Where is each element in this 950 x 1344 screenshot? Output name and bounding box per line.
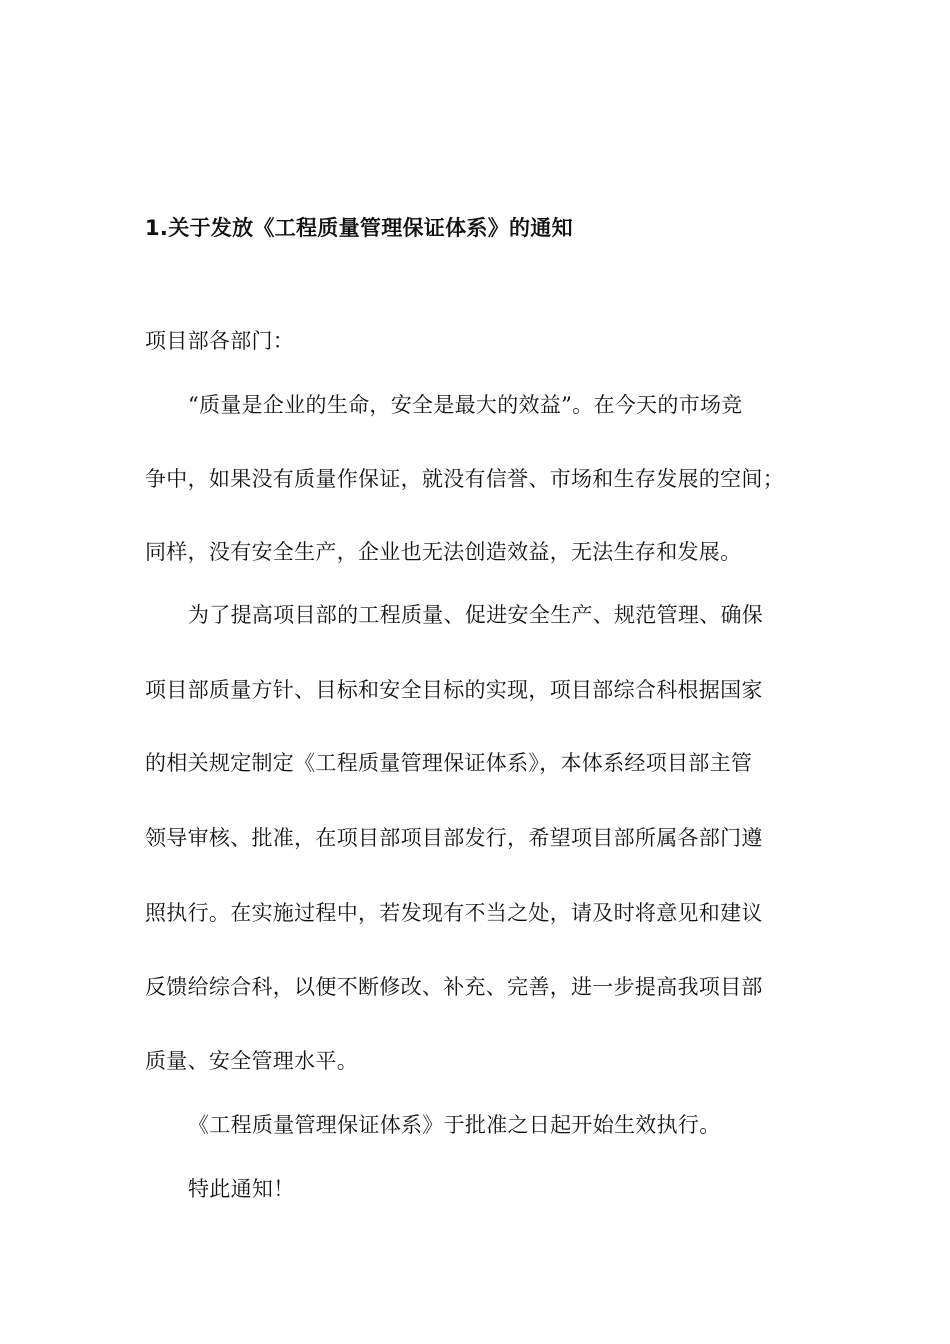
paragraph-1-line-3: 同样，没有安全生产，企业也无法创造效益，无法生存和发展。 <box>145 540 742 564</box>
paragraph-2-line-5: 照执行。在实施过程中，若发现有不当之处，请及时将意见和建议 <box>145 901 763 925</box>
paragraph-1-line-2: 争中，如果没有质量作保证，就没有信誉、市场和生存发展的空间； <box>145 467 784 491</box>
paragraph-3: 《工程质量管理保证体系》于批准之日起开始生效执行。 <box>188 1113 721 1137</box>
paragraph-2-line-3: 的相关规定制定《工程质量管理保证体系》，本体系经项目部主管 <box>145 751 753 775</box>
paragraph-2-line-1: 为了提高项目部的工程质量、促进安全生产、规范管理、确保 <box>188 603 764 627</box>
closing-text: 特此通知！ <box>188 1177 295 1201</box>
paragraph-2-line-4: 领导审核、批准，在项目部项目部发行，希望项目部所属各部门遵 <box>145 826 763 850</box>
document-title: 1.关于发放《工程质量管理保证体系》的通知 <box>145 216 573 240</box>
paragraph-2-line-6: 反馈给综合科，以便不断修改、补充、完善，进一步提高我项目部 <box>145 975 763 999</box>
salutation: 项目部各部门： <box>145 329 295 353</box>
paragraph-2-line-2: 项目部质量方针、目标和安全目标的实现，项目部综合科根据国家 <box>145 678 763 702</box>
paragraph-1-line-1: “质量是企业的生命，安全是最大的效益”。在今天的市场竞 <box>188 393 743 417</box>
paragraph-2-line-7: 质量、安全管理水平。 <box>145 1049 358 1073</box>
